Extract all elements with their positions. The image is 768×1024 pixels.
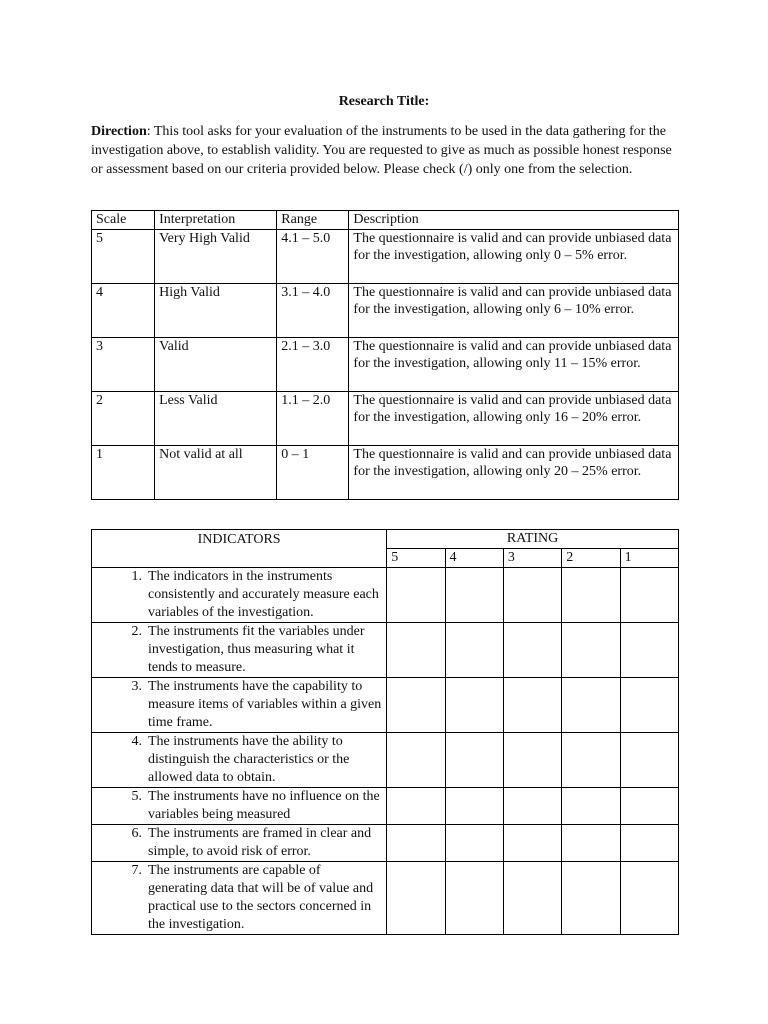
indicator-cell [92,788,387,825]
indicator-number: 3. [131,679,142,694]
rating-cell-2[interactable] [562,623,620,678]
rating-table-header [92,530,679,549]
indicator-row [92,678,679,733]
header-scale: Scale [92,211,155,230]
interpretation: Less Valid [155,391,277,445]
indicator-row [92,733,679,788]
direction-label: Direction [91,124,147,139]
indicator-number: 6. [131,826,142,841]
indicators-header: INDICATORS [92,530,387,568]
rating-cell-4[interactable] [445,788,503,825]
indicator-row [92,623,679,678]
scale-value: 3 [92,337,155,391]
scale-table-header [92,211,679,230]
indicator-row [92,788,679,825]
rating-cell-5[interactable] [387,678,445,733]
range: 0 – 1 [277,445,349,499]
rating-cell-2[interactable] [562,568,620,623]
indicator-text: The instruments fit the variables under investigation, thus measuring what it tends to measure. [148,624,365,675]
scale-value: 4 [92,283,155,337]
indicator-row [92,862,679,935]
scale-value: 1 [92,445,155,499]
indicator-number: 1. [131,569,142,584]
rating-cell-4[interactable] [445,825,503,862]
indicator-text: The indicators in the instruments consistently and accurately measure each variables of the investigation. [148,569,379,620]
rating-cell-3[interactable] [503,623,561,678]
indicator-cell [92,862,387,935]
direction-text: : This tool asks for your evaluation of the instruments to be used in the data gathering for the investigation above, to establish validity. You are requested to give as much as possible honest response or assessment based on our criteria provided below. Please check (/) only one from the selection. [91,124,672,177]
rating-cell-1[interactable] [620,825,678,862]
indicator-number: 5. [131,789,142,804]
indicator-cell [92,733,387,788]
rating-column-2: 2 [562,549,620,568]
rating-cell-1[interactable] [620,733,678,788]
rating-cell-3[interactable] [503,568,561,623]
interpretation: Very High Valid [155,229,277,283]
indicator-cell [92,825,387,862]
header-description: Description [349,211,679,230]
rating-cell-2[interactable] [562,862,620,935]
rating-cell-2[interactable] [562,825,620,862]
scale-value: 2 [92,391,155,445]
interpretation: Valid [155,337,277,391]
scale-row [92,337,679,391]
scale-row [92,445,679,499]
rating-cell-3[interactable] [503,862,561,935]
description: The questionnaire is valid and can provide unbiased data for the investigation, allowing only 0 – 5% error. [349,229,679,283]
range: 1.1 – 2.0 [277,391,349,445]
rating-cell-5[interactable] [387,825,445,862]
rating-cell-2[interactable] [562,733,620,788]
rating-cell-1[interactable] [620,623,678,678]
rating-column-4: 4 [445,549,503,568]
rating-table [91,529,679,935]
header-range: Range [277,211,349,230]
indicator-row [92,825,679,862]
scale-row [92,229,679,283]
rating-column-5: 5 [387,549,445,568]
indicator-text: The instruments have no influence on the variables being measured [148,789,380,822]
direction-paragraph [91,122,681,179]
indicator-number: 4. [131,734,142,749]
rating-header: RATING [387,530,679,549]
indicator-text: The instruments are capable of generating data that will be of value and practical use to the sectors concerned in the investigation. [148,863,374,932]
rating-cell-4[interactable] [445,623,503,678]
scale-table [91,210,679,500]
rating-cell-2[interactable] [562,678,620,733]
scale-row [92,391,679,445]
indicator-row [92,568,679,623]
range: 4.1 – 5.0 [277,229,349,283]
rating-cell-1[interactable] [620,788,678,825]
rating-cell-4[interactable] [445,568,503,623]
indicator-text: The instruments have the ability to distinguish the characteristics or the allowed data to obtain. [148,734,350,785]
rating-cell-1[interactable] [620,568,678,623]
rating-cell-3[interactable] [503,733,561,788]
rating-cell-3[interactable] [503,825,561,862]
range: 3.1 – 4.0 [277,283,349,337]
description: The questionnaire is valid and can provide unbiased data for the investigation, allowing only 6 – 10% error. [349,283,679,337]
interpretation: Not valid at all [155,445,277,499]
rating-cell-5[interactable] [387,733,445,788]
rating-cell-4[interactable] [445,678,503,733]
scale-row [92,283,679,337]
indicator-number: 2. [131,624,142,639]
rating-cell-4[interactable] [445,862,503,935]
rating-cell-4[interactable] [445,733,503,788]
rating-cell-5[interactable] [387,623,445,678]
interpretation: High Valid [155,283,277,337]
rating-cell-1[interactable] [620,678,678,733]
indicator-text: The instruments have the capability to measure items of variables within a given time frame. [148,679,382,730]
rating-column-1: 1 [620,549,678,568]
rating-cell-5[interactable] [387,568,445,623]
rating-cell-1[interactable] [620,862,678,935]
rating-column-3: 3 [503,549,561,568]
description: The questionnaire is valid and can provide unbiased data for the investigation, allowing only 16 – 20% error. [349,391,679,445]
research-title: Research Title: [338,94,430,109]
indicator-cell [92,568,387,623]
description: The questionnaire is valid and can provide unbiased data for the investigation, allowing only 11 – 15% error. [349,337,679,391]
indicator-text: The instruments are framed in clear and simple, to avoid risk of error. [148,826,372,859]
scale-value: 5 [92,229,155,283]
header-interpretation: Interpretation [155,211,277,230]
description: The questionnaire is valid and can provide unbiased data for the investigation, allowing only 20 – 25% error. [349,445,679,499]
rating-cell-3[interactable] [503,788,561,825]
rating-cell-5[interactable] [387,788,445,825]
indicator-cell [92,623,387,678]
rating-cell-2[interactable] [562,788,620,825]
indicator-cell [92,678,387,733]
rating-cell-3[interactable] [503,678,561,733]
indicator-number: 7. [131,863,142,878]
range: 2.1 – 3.0 [277,337,349,391]
rating-cell-5[interactable] [387,862,445,935]
